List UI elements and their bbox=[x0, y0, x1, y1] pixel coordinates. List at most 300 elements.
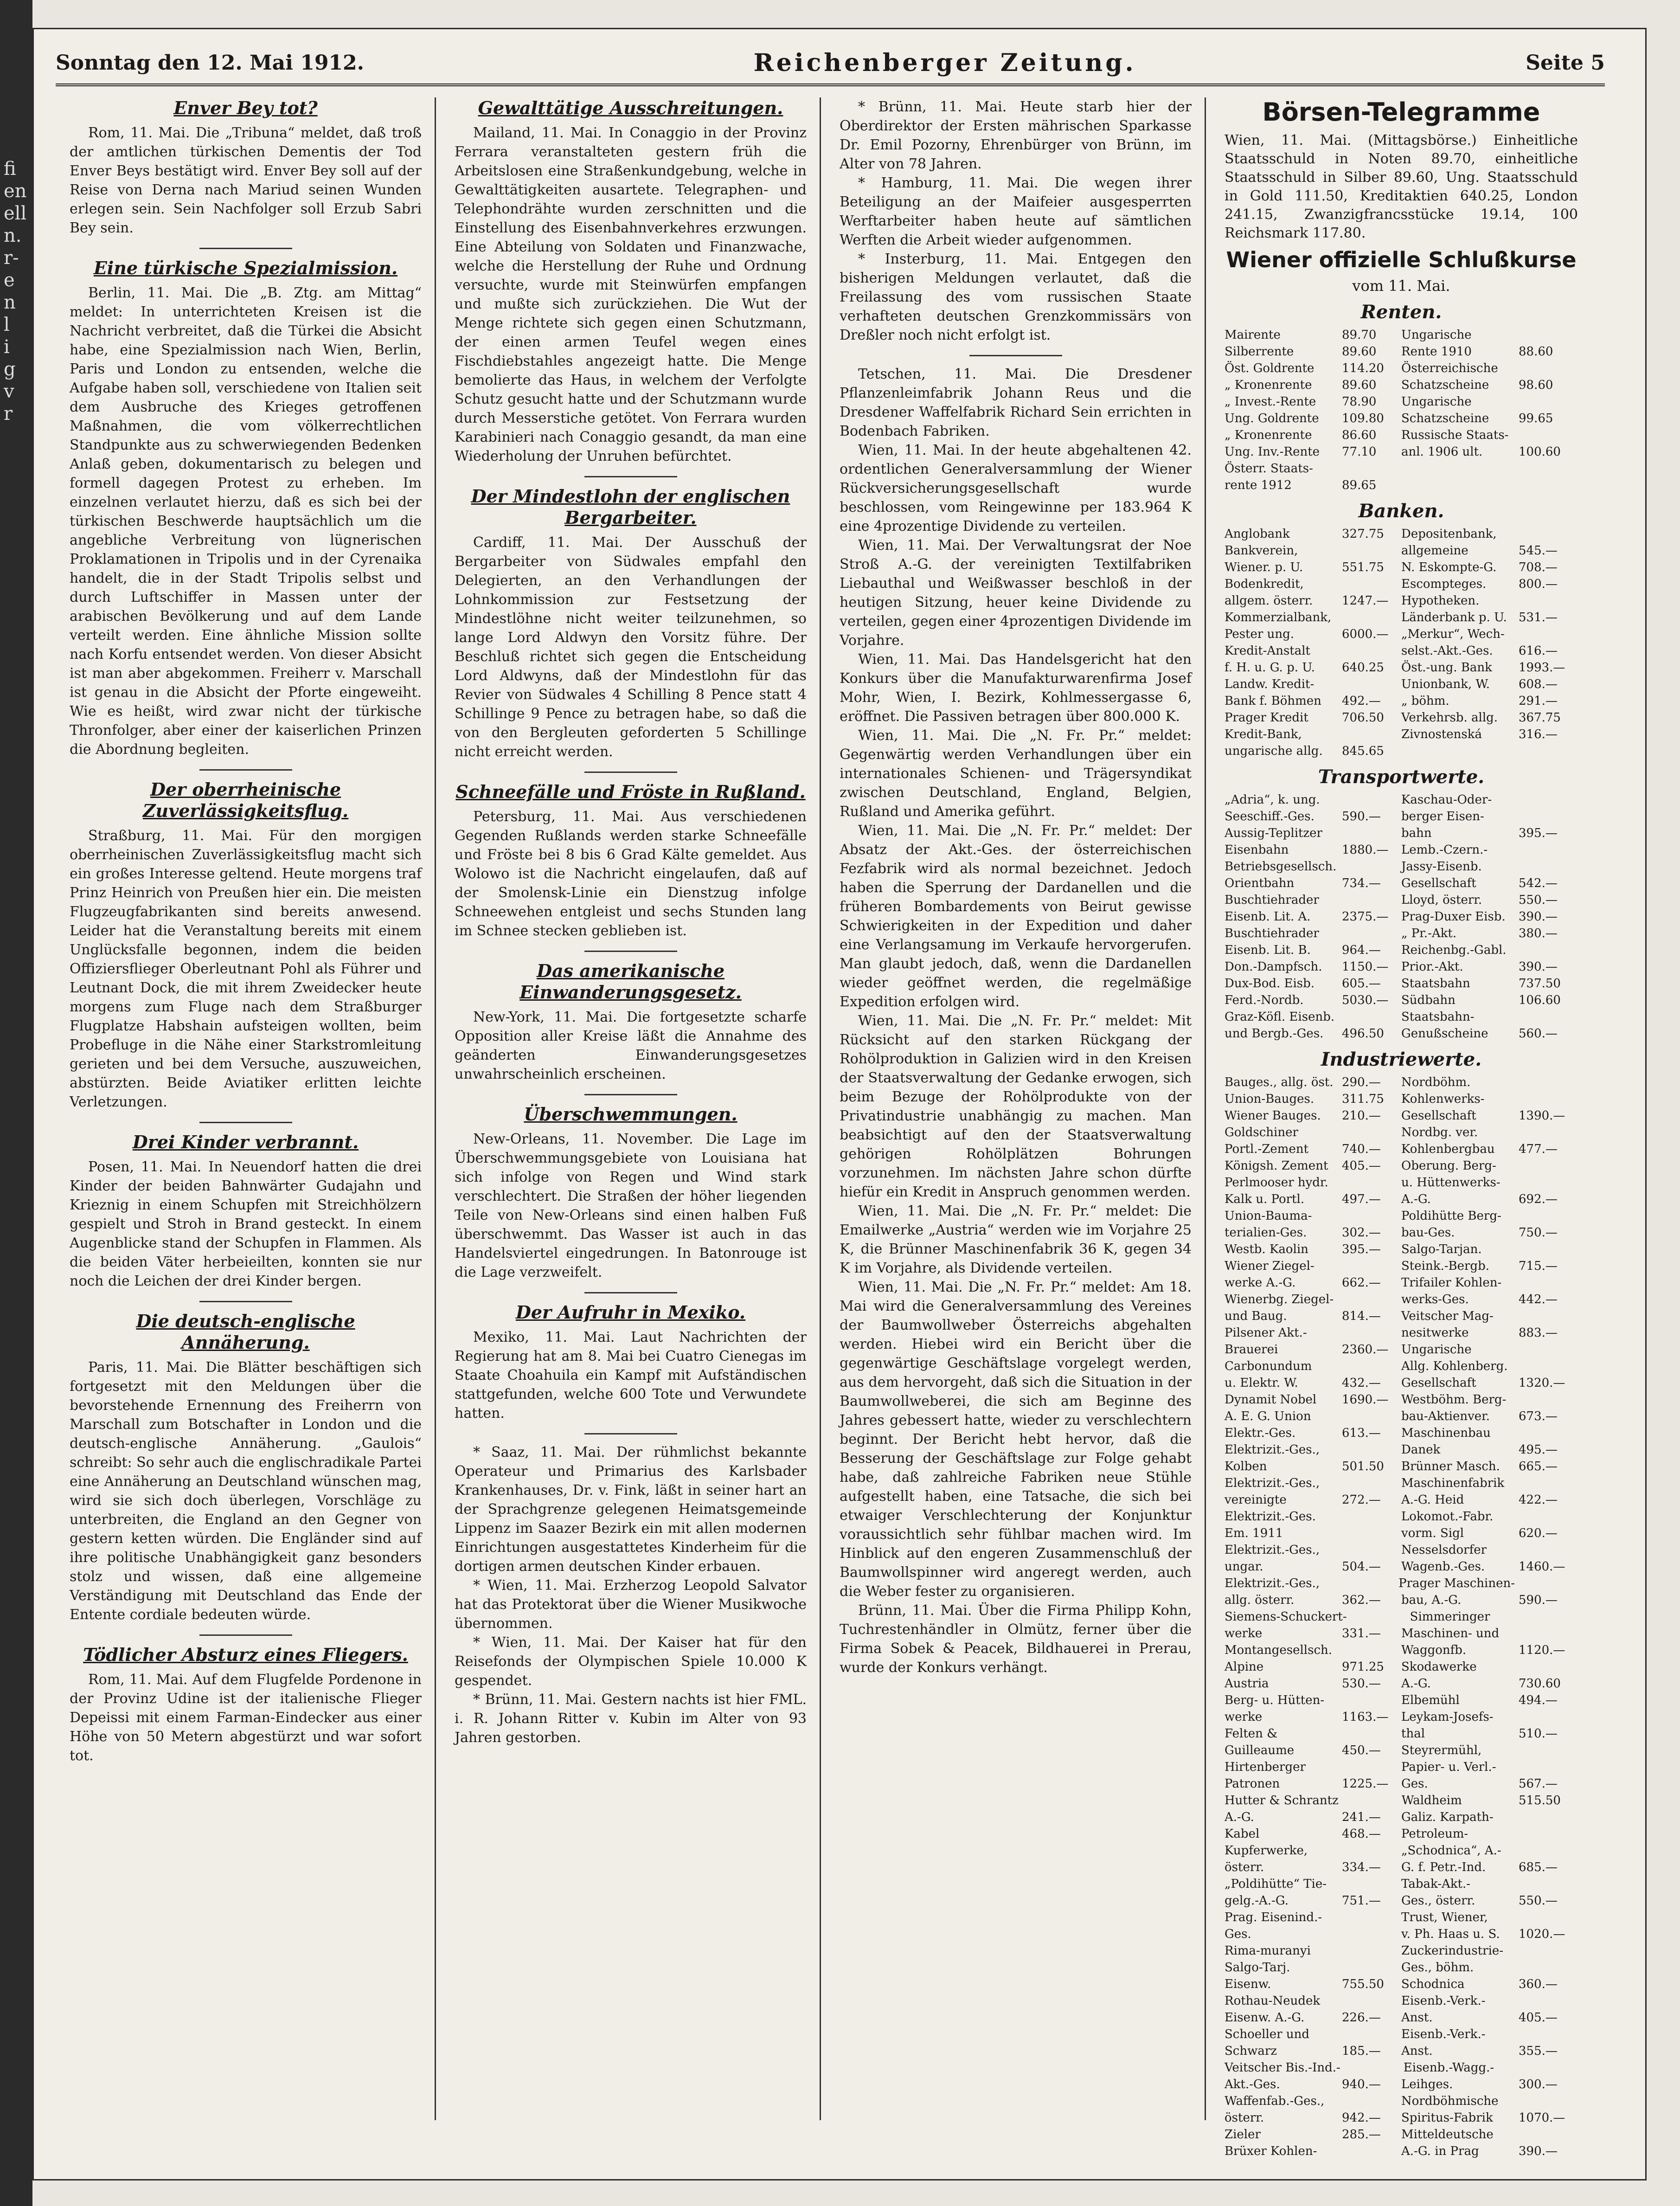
article-title: Überschwemmungen. bbox=[524, 1104, 737, 1125]
quote-name: Simmeringer bbox=[1410, 1610, 1490, 1624]
quote-name: Dux-Bod. Eisb. bbox=[1225, 977, 1315, 990]
quote-value bbox=[1519, 743, 1578, 759]
quote-value bbox=[1342, 1692, 1401, 1709]
quote-value: 88.60 bbox=[1519, 345, 1553, 359]
quote-name: Bauges., allg. öst. bbox=[1225, 1075, 1334, 1089]
quote-name: Poldihütte Berg- bbox=[1401, 1209, 1501, 1223]
quote-name: Aussig-Teplitzer bbox=[1225, 826, 1322, 840]
quote-name: „ Invest.-Rente bbox=[1225, 395, 1316, 409]
quote-name: Kupferwerke, bbox=[1225, 1844, 1308, 1858]
quote-row bbox=[1225, 1492, 1578, 1508]
quote-name: Elektrizit.-Ges., bbox=[1225, 1543, 1320, 1557]
quote-value: 185.— bbox=[1342, 2044, 1381, 2058]
quote-name: ungarische allg. bbox=[1225, 744, 1323, 758]
quote-name: Kabel bbox=[1225, 1827, 1260, 1841]
quote-row bbox=[1225, 1091, 1578, 1107]
quote-value: 492.— bbox=[1342, 694, 1381, 708]
quote-name: Kredit-Anstalt bbox=[1225, 644, 1311, 658]
quote-value: 106.60 bbox=[1519, 993, 1561, 1007]
article-paragraph: Wien, 11. Mai. Die „N. Fr. Pr.“ meldet: Die Emailwerke „Austria“ werden wie im Vorjahre 25 K, die Brünner Maschinenfabrik 36 K, gegen 34 K im Vorjahre, als Dividende verteilen. bbox=[840, 1203, 1192, 1276]
quote-name: Waffenfab.-Ges., bbox=[1225, 2094, 1325, 2108]
quote-value bbox=[1342, 1876, 1401, 1892]
quote-row bbox=[1225, 1692, 1578, 1709]
quote-value bbox=[1519, 1091, 1578, 1107]
quote-name: Kaschau-Oder- bbox=[1401, 793, 1492, 807]
quote-value bbox=[1519, 1391, 1578, 1408]
quote-name: A.-G. in Prag bbox=[1401, 2144, 1479, 2158]
quote-value bbox=[1519, 1959, 1578, 1976]
quote-value bbox=[1519, 1759, 1578, 1775]
quote-value: 6000.— bbox=[1342, 627, 1389, 641]
quote-name: Gesellschaft bbox=[1401, 1109, 1476, 1123]
quote-value: 114.20 bbox=[1342, 361, 1384, 375]
quote-value: 530.— bbox=[1342, 1677, 1381, 1691]
quote-row bbox=[1225, 1575, 1578, 1592]
quote-name: Ges., österr. bbox=[1401, 1894, 1475, 1908]
quote-name: Eisenb. Lit. B. bbox=[1225, 943, 1311, 957]
quote-name: Kolben bbox=[1225, 1460, 1267, 1473]
quote-row bbox=[1225, 1107, 1578, 1124]
quote-row bbox=[1225, 958, 1578, 975]
quote-value bbox=[1342, 2026, 1401, 2043]
quote-row bbox=[1225, 1876, 1578, 1892]
quote-value bbox=[1519, 1124, 1578, 1141]
quote-name: Zieler bbox=[1225, 2128, 1261, 2142]
article bbox=[840, 365, 1192, 1677]
quote-row bbox=[1225, 1642, 1578, 1659]
article bbox=[70, 257, 422, 759]
quote-value: 311.75 bbox=[1342, 1092, 1384, 1106]
quote-value bbox=[1519, 1425, 1578, 1441]
quote-value bbox=[1342, 858, 1401, 875]
quote-name: ungar. bbox=[1225, 1560, 1263, 1574]
quote-row bbox=[1225, 1976, 1578, 1993]
quote-value: 78.90 bbox=[1342, 395, 1377, 409]
article bbox=[70, 1644, 422, 1765]
market-title: Börsen-Telegramme bbox=[1262, 97, 1540, 127]
quote-name: Eisenbahn bbox=[1225, 843, 1289, 857]
quote-value: 2360.— bbox=[1342, 1343, 1389, 1357]
quote-name: Papier- u. Verl.- bbox=[1401, 1760, 1496, 1774]
quote-row bbox=[1225, 1842, 1578, 1859]
article-paragraph: Wien, 11. Mai. In der heute abgehaltenen 42. ordentlichen Generalversammlung der Wiener Rückversicherungsgesellschaft wurde beschlossen, vom Reingewinne per 183.964 K eine 4prozentige Dividende zu verteilen. bbox=[840, 442, 1192, 534]
quote-value: 504.— bbox=[1342, 1560, 1381, 1574]
quote-value bbox=[1519, 2026, 1578, 2043]
article-title: Enver Bey tot? bbox=[173, 97, 318, 118]
quote-name: Ung. Goldrente bbox=[1225, 412, 1319, 425]
quote-value bbox=[1342, 1959, 1401, 1976]
quote-name: Schwarz bbox=[1225, 2044, 1277, 2058]
quote-name: Nordböhmische bbox=[1401, 2094, 1499, 2108]
quote-name bbox=[1401, 460, 1519, 477]
quote-name: Wagenb.-Ges. bbox=[1401, 1560, 1485, 1574]
header-date: Sonntag den 12. Mai 1912. bbox=[56, 51, 364, 75]
quote-row bbox=[1225, 709, 1578, 726]
quote-name: werke bbox=[1225, 1710, 1263, 1724]
article-divider bbox=[199, 1634, 292, 1636]
quote-value bbox=[1342, 1291, 1401, 1308]
quote-value: 497.— bbox=[1342, 1192, 1381, 1206]
quote-row bbox=[1225, 1792, 1578, 1809]
quote-name: Staatsbahn bbox=[1401, 977, 1470, 990]
article-paragraph: Wien, 11. Mai. Die „N. Fr. Pr.“ meldet: Am 18. Mai wird die Generalversammlung des Vereines der Baumwollweber Österreichs abgehalten werden. Hiebei wird ein Bericht über die gegenwärtige Geschäftslage vorgelegt werden, aus dem hervorgeht, daß sich die Situation in der Baumwollweberei, die sich am Beginne des Jahres gebessert hatte, wieder zu verschlechtern beginnt. Der Bericht hebt hervor, daß die Besserung der Geschäftslage zur Folge gehabt habe, daß zahlreiche Fabriken neue Stühle aufgestellt haben, eine Tatsache, die sich bei etwaiger Verschlechterung der Konjunktur voraussichtlich sehr fühlbar machen wird. Im Hinblick auf den engeren Zusammenschluß der Baumwollspinner wird angeregt werden, auch die Weber fester zu organisieren. bbox=[840, 1279, 1192, 1600]
quote-name: Orientbahn bbox=[1225, 876, 1295, 890]
article bbox=[840, 97, 1192, 345]
quote-value: 751.— bbox=[1342, 1894, 1381, 1908]
quote-value bbox=[1519, 1475, 1578, 1492]
quote-value: 290.— bbox=[1342, 1075, 1381, 1089]
quote-row bbox=[1225, 1241, 1578, 1258]
columns bbox=[70, 97, 1600, 2158]
quote-row bbox=[1225, 825, 1578, 842]
quote-name: allgemeine bbox=[1401, 544, 1468, 558]
quote-name: Leykam-Josefs- bbox=[1401, 1710, 1494, 1724]
margin-fragment: i bbox=[4, 336, 10, 358]
quote-value: 740.— bbox=[1342, 1142, 1381, 1156]
quote-name: Südbahn bbox=[1401, 993, 1456, 1007]
quote-value: 662.— bbox=[1342, 1276, 1381, 1290]
article bbox=[70, 779, 422, 1112]
quote-name: A.-G. bbox=[1401, 1192, 1431, 1206]
quote-value: 1390.— bbox=[1519, 1109, 1565, 1123]
quote-row bbox=[1225, 1341, 1578, 1358]
quote-value: 1120.— bbox=[1519, 1643, 1565, 1657]
quote-value bbox=[1342, 460, 1401, 477]
quote-value: 468.— bbox=[1342, 1827, 1381, 1841]
quote-value: 327.75 bbox=[1342, 527, 1384, 541]
quote-name: Österr. Staats- bbox=[1225, 462, 1313, 476]
quote-name: Eisenb.-Verk.- bbox=[1401, 1994, 1486, 2008]
quote-value bbox=[1519, 427, 1578, 444]
quote-name: Öst.-ung. Bank bbox=[1401, 661, 1492, 675]
quote-value bbox=[1519, 1608, 1578, 1625]
quote-row bbox=[1225, 808, 1578, 825]
quote-value: 367.75 bbox=[1519, 711, 1561, 725]
article-divider bbox=[584, 951, 677, 952]
quote-name: Zivnostenská bbox=[1401, 727, 1482, 741]
market-section-title: Transportwerte. bbox=[1318, 766, 1485, 788]
quote-name: anl. 1906 ult. bbox=[1401, 445, 1483, 459]
quote-value: 380.— bbox=[1519, 926, 1558, 940]
quote-value: 362.— bbox=[1342, 1593, 1381, 1607]
quote-row bbox=[1225, 693, 1578, 709]
quote-name: Staatsbahn- bbox=[1401, 1010, 1475, 1024]
quote-value: 432.— bbox=[1342, 1376, 1381, 1390]
quote-row bbox=[1225, 1391, 1578, 1408]
quote-name: Buschtiehrader bbox=[1225, 893, 1319, 907]
quote-value bbox=[1342, 1258, 1401, 1274]
quote-value: 89.65 bbox=[1342, 478, 1377, 492]
quote-name: Elektrizit.-Ges., bbox=[1225, 1476, 1320, 1490]
quote-name: Trifailer Kohlen- bbox=[1401, 1276, 1502, 1290]
quote-name: Brüxer Kohlen- bbox=[1225, 2144, 1317, 2158]
quote-row bbox=[1225, 726, 1578, 743]
quote-value bbox=[1519, 393, 1578, 410]
quote-value bbox=[1342, 1441, 1401, 1458]
quote-name: bahn bbox=[1401, 826, 1432, 840]
quote-value: 395.— bbox=[1519, 826, 1558, 840]
quote-name: nesitwerke bbox=[1401, 1326, 1469, 1340]
quote-value: 285.— bbox=[1342, 2128, 1381, 2142]
quote-value: 89.60 bbox=[1342, 378, 1377, 392]
quote-name: Anst. bbox=[1401, 2011, 1433, 2025]
quote-row bbox=[1225, 791, 1578, 808]
quote-value bbox=[1344, 2059, 1404, 2076]
quote-name: Schoeller und bbox=[1225, 2027, 1310, 2041]
article-paragraph: Rom, 11. Mai. Auf dem Flugfelde Pordenone in der Provinz Udine ist der italienische Flieger Depeissi mit einem Farman-Eindecker aus einer Höhe von 50 Metern abgestürzt und war sofort tot. bbox=[70, 1672, 422, 1764]
quote-name: „ böhm. bbox=[1401, 694, 1449, 708]
quote-value: 706.50 bbox=[1342, 711, 1384, 725]
quote-name: Seeschiff.-Ges. bbox=[1225, 810, 1315, 823]
quote-value: 331.— bbox=[1342, 1627, 1381, 1640]
quote-value bbox=[1342, 1124, 1401, 1141]
quote-name: Salgo-Tarjan. bbox=[1401, 1242, 1482, 1256]
quote-value bbox=[1519, 327, 1578, 343]
quote-name: „ Pr.-Akt. bbox=[1401, 926, 1457, 940]
quote-name: Bankverein, bbox=[1225, 544, 1298, 558]
quote-value: 1247.— bbox=[1342, 594, 1389, 608]
article-divider bbox=[584, 772, 677, 773]
margin-fragment: en bbox=[4, 180, 27, 202]
quote-value bbox=[1519, 1308, 1578, 1325]
article-paragraph: Wien, 11. Mai. Die „N. Fr. Pr.“ meldet: Gegenwärtig werden Verhandlungen über ein internationales Schienen- und Trägersyndikat zwischen Deutschland, England, Belgien, Rußland und Amerika geführt. bbox=[840, 727, 1192, 820]
column-3 bbox=[840, 97, 1206, 2120]
quote-row bbox=[1225, 377, 1578, 393]
quote-value: 334.— bbox=[1342, 1860, 1381, 1874]
quote-name: Pilsener Akt.- bbox=[1225, 1326, 1307, 1340]
margin-fragment: n bbox=[4, 292, 16, 313]
article-title: Tödlicher Absturz eines Fliegers. bbox=[83, 1644, 408, 1665]
article-paragraph: * Brünn, 11. Mai. Gestern nachts ist hier FML. i. R. Johann Ritter v. Kubin im Alter von 93 Jahren gestorben. bbox=[455, 1691, 807, 1746]
quote-name: Nordböhm. bbox=[1401, 1075, 1471, 1089]
quote-name: bau-Aktienver. bbox=[1401, 1409, 1490, 1423]
margin-fragment: e bbox=[4, 270, 15, 291]
quote-value: 1320.— bbox=[1519, 1376, 1565, 1390]
quote-name: Steink.-Bergb. bbox=[1401, 1259, 1489, 1273]
quote-row bbox=[1225, 1826, 1578, 1842]
quote-value: 590.— bbox=[1342, 810, 1381, 823]
quote-name bbox=[1401, 477, 1519, 494]
quote-value: 608.— bbox=[1519, 677, 1558, 691]
quote-row bbox=[1225, 1141, 1578, 1158]
quote-value bbox=[1519, 1842, 1578, 1859]
quote-value bbox=[1519, 858, 1578, 875]
quote-value: 226.— bbox=[1342, 2011, 1381, 2025]
quote-value bbox=[1342, 1358, 1401, 1375]
quote-value: 390.— bbox=[1519, 2144, 1558, 2158]
quote-value: 567.— bbox=[1519, 1777, 1558, 1791]
margin-fragment: fi bbox=[4, 158, 16, 180]
quote-value bbox=[1342, 892, 1401, 908]
article-title: Der oberrheinische Zuverlässigkeitsflug. bbox=[142, 779, 349, 821]
column-1 bbox=[70, 97, 436, 2120]
article-paragraph: Tetschen, 11. Mai. Die Dresdener Pflanzenleimfabrik Johann Reus und die Dresdener Waffelfabrik Richard Sein errichten in Bodenbach Fabriken. bbox=[840, 366, 1192, 439]
quote-row bbox=[1225, 2026, 1578, 2043]
quote-name: Salgo-Tarj. bbox=[1225, 1961, 1290, 1974]
quote-row bbox=[1225, 410, 1578, 427]
quote-value: 616.— bbox=[1519, 644, 1558, 658]
quote-row bbox=[1225, 1809, 1578, 1826]
quote-name: thal bbox=[1401, 1727, 1425, 1741]
quote-row bbox=[1225, 676, 1578, 693]
quote-name: Lokomot.-Fabr. bbox=[1401, 1510, 1494, 1524]
article-divider bbox=[969, 355, 1062, 356]
quote-row bbox=[1225, 1592, 1578, 1608]
quote-value: 494.— bbox=[1519, 1693, 1558, 1707]
quote-value bbox=[1519, 526, 1578, 542]
quote-value bbox=[1519, 1809, 1578, 1826]
quote-value bbox=[1339, 1575, 1398, 1592]
article bbox=[455, 1443, 807, 1747]
article-title: Gewalttätige Ausschreitungen. bbox=[478, 97, 783, 118]
margin-fragment: v bbox=[4, 381, 14, 402]
quote-name: werks-Ges. bbox=[1401, 1293, 1469, 1306]
quote-name: Maschinen- und bbox=[1401, 1627, 1500, 1640]
quote-value bbox=[1519, 1009, 1578, 1025]
quote-row bbox=[1225, 1375, 1578, 1391]
quote-value: 300.— bbox=[1519, 2077, 1558, 2091]
quote-name: Buschtiehrader bbox=[1225, 926, 1319, 940]
article-paragraph: * Hamburg, 11. Mai. Die wegen ihrer Beteiligung an der Maifeier ausgesperrten Werftarbeiter haben heute auf sämtlichen Werften die Arbeit wieder aufgenommen. bbox=[840, 175, 1192, 248]
article-title: Das amerikanische Einwanderungsgesetz. bbox=[519, 960, 742, 1003]
quote-value: 272.— bbox=[1342, 1493, 1381, 1507]
article-divider bbox=[199, 1301, 292, 1302]
quote-value: 590.— bbox=[1519, 1593, 1558, 1607]
quote-row bbox=[1225, 1308, 1578, 1325]
quote-name: bau-Ges. bbox=[1401, 1226, 1455, 1240]
quote-value: 442.— bbox=[1519, 1293, 1558, 1306]
quote-name: „Poldihütte“ Tie- bbox=[1225, 1877, 1327, 1891]
article-paragraph: New-Orleans, 11. November. Die Lage im Überschwemmungsgebiete von Louisiana hat sich infolge von Regen und Wind stark verschlechtert. Die Straßen der höher liegenden Teile von New-Orleans sind einen halben Fuß überschwemmt. Das Wasser ist auch in das Handelsviertel eingedrungen. In Batonrouge ist die Lage verzweifelt. bbox=[455, 1131, 807, 1280]
quote-row bbox=[1225, 925, 1578, 942]
quote-name: Wiener Ziegel- bbox=[1225, 1259, 1315, 1273]
quote-name: Ges. bbox=[1401, 1777, 1428, 1791]
newspaper-title: Reichenberger Zeitung. bbox=[753, 48, 1136, 77]
market-section-title: Industriewerte. bbox=[1321, 1048, 1482, 1070]
quote-value: 673.— bbox=[1519, 1409, 1558, 1423]
quote-name: Spiritus-Fabrik bbox=[1401, 2111, 1493, 2125]
quote-value bbox=[1519, 1659, 1578, 1675]
article-paragraph: Mexiko, 11. Mai. Laut Nachrichten der Regierung hat am 8. Mai bei Cuatro Cienegas im Staate Choahuila ein Kampf mit Aufständischen stattgefunden, welche 600 Tote und Verwundete hatten. bbox=[455, 1329, 807, 1421]
quote-name: Ges., böhm. bbox=[1401, 1961, 1474, 1974]
quote-name: Pester ung. bbox=[1225, 627, 1294, 641]
quote-name: u. Hüttenwerks- bbox=[1401, 1176, 1500, 1190]
quote-value: 755.50 bbox=[1342, 1977, 1384, 1991]
quote-name: Anglobank bbox=[1225, 527, 1290, 541]
quote-value: 551.75 bbox=[1342, 560, 1384, 574]
quote-value: 640.25 bbox=[1342, 661, 1384, 675]
quote-name: Allg. Kohlenberg. bbox=[1401, 1359, 1508, 1373]
margin-fragments bbox=[4, 158, 27, 425]
quote-name: Trust, Wiener, bbox=[1401, 1910, 1488, 1924]
article-paragraph: Brünn, 11. Mai. Über die Firma Philipp Kohn, Tuchrestenhändler in Olmütz, ferner über die Firma Sobek & Peacek, Bildhauerei in Prerau, wurde der Konkurs verhängt. bbox=[840, 1602, 1192, 1676]
quote-name: Felten & bbox=[1225, 1727, 1278, 1741]
quote-name: Perlmooser hydr. bbox=[1225, 1176, 1328, 1190]
quote-value bbox=[1519, 842, 1578, 858]
quote-value bbox=[1342, 676, 1401, 693]
quote-value bbox=[1342, 1508, 1401, 1525]
quote-value bbox=[1342, 1842, 1401, 1859]
quote-value bbox=[1519, 477, 1578, 494]
quote-value: 800.— bbox=[1519, 577, 1558, 591]
article-paragraph: Petersburg, 11. Mai. Aus verschiedenen Gegenden Rußlands werden starke Schneefälle und Fröste bei 8 bis 6 Grad Kälte gemeldet. Aus Wolowo ist die Nachricht eingelaufen, daß auf der Smolensk-Linie ein Dienstzug infolge Schneewehen entgleist und sechs Stunden lang im Schnee stecken geblieben ist. bbox=[455, 809, 807, 939]
quote-value: 1993.— bbox=[1519, 661, 1565, 675]
quote-name: Ges. bbox=[1225, 1927, 1251, 1941]
quote-name: Hutter & Schrantz bbox=[1225, 1794, 1339, 1807]
quote-name: Öst. Goldrente bbox=[1225, 361, 1315, 375]
quote-name: A.-G. bbox=[1225, 1810, 1254, 1824]
quote-value bbox=[1342, 1725, 1401, 1742]
quote-value bbox=[1342, 1174, 1401, 1191]
quote-row bbox=[1225, 1608, 1578, 1625]
quote-name: Prior.-Akt. bbox=[1401, 960, 1463, 974]
quote-name: Carbonundum bbox=[1225, 1359, 1312, 1373]
quote-row bbox=[1225, 2009, 1578, 2026]
quote-name: Hirtenberger bbox=[1225, 1760, 1306, 1774]
quote-name: N. Eskompte-G. bbox=[1401, 560, 1497, 574]
quote-value: 730.60 bbox=[1519, 1677, 1561, 1691]
quote-row bbox=[1225, 427, 1578, 444]
quote-value bbox=[1342, 542, 1401, 559]
quote-name: Genußscheine bbox=[1401, 1027, 1488, 1041]
quote-value: 390.— bbox=[1519, 960, 1558, 974]
article-paragraph: * Insterburg, 11. Mai. Entgegen den bisherigen Meldungen verlautet, daß die Freilassung des vom russischen Staate verhafteten deutschen Grenzkommissärs von Dreßler noch nicht erfolgt ist. bbox=[840, 251, 1192, 343]
quote-value: 210.— bbox=[1342, 1109, 1381, 1123]
quote-value bbox=[1342, 2093, 1401, 2110]
quote-name: Depositenbank, bbox=[1401, 527, 1497, 541]
margin-fragment: n. bbox=[4, 225, 22, 246]
quote-value bbox=[1519, 592, 1578, 609]
quote-value: 360.— bbox=[1519, 1977, 1558, 1991]
page-header bbox=[56, 42, 1605, 86]
quote-name: Em. 1911 bbox=[1225, 1526, 1283, 1540]
quote-name: A.-G. bbox=[1401, 1677, 1431, 1691]
quote-name: österr. bbox=[1225, 2111, 1264, 2125]
quote-value bbox=[1342, 1208, 1401, 1224]
quote-value bbox=[1519, 1625, 1578, 1642]
quote-row bbox=[1225, 393, 1578, 410]
margin-fragment: g bbox=[4, 359, 16, 380]
quote-row bbox=[1225, 992, 1578, 1009]
quote-value bbox=[1519, 1876, 1578, 1892]
article bbox=[70, 97, 422, 238]
article-paragraph: Posen, 11. Mai. In Neuendorf hatten die drei Kinder der beiden Bahnwärter Gudajahn und Krieznig in einem Schupfen mit Streichhölzern gespielt und Stroh in Brand gesteckt. In einem Augenblicke stand der Schupfen in Flammen. Als die beiden Väter herbeieilten, konnten sie nur noch die Leichen der drei Kinder bergen. bbox=[70, 1159, 422, 1289]
quote-name: vorm. Sigl bbox=[1401, 1526, 1464, 1540]
quote-value: 1020.— bbox=[1519, 1927, 1565, 1941]
market-section-title: Renten. bbox=[1360, 301, 1442, 323]
market-date: vom 11. Mai. bbox=[1352, 277, 1450, 295]
quote-value: 390.— bbox=[1519, 910, 1558, 924]
quote-value bbox=[1519, 1742, 1578, 1759]
article-divider bbox=[199, 769, 292, 771]
quote-name: Betriebsgesellsch. bbox=[1225, 860, 1337, 874]
quote-value bbox=[1342, 925, 1401, 942]
quote-value: 531.— bbox=[1519, 611, 1558, 624]
quote-name: Montangesellsch. bbox=[1225, 1643, 1333, 1657]
quote-row bbox=[1225, 1625, 1578, 1642]
quote-name: Steyrermühl, bbox=[1401, 1743, 1482, 1757]
quote-name: Schodnica bbox=[1401, 1977, 1465, 1991]
quote-value: 496.50 bbox=[1342, 1027, 1384, 1041]
quote-row bbox=[1225, 1558, 1578, 1575]
quote-value bbox=[1342, 609, 1401, 626]
margin-fragment: r- bbox=[4, 247, 19, 269]
quote-name: Bodenkredit, bbox=[1225, 577, 1304, 591]
quote-value bbox=[1342, 1759, 1401, 1775]
article-paragraph: Wien, 11. Mai. Das Handelsgericht hat den Konkurs über die Manufakturwarenfirma Josef Mohr, Wien, I. Bezirk, Kohlmessergasse 6, eröffnet. Die Passiven betragen über 800.000 K. bbox=[840, 651, 1192, 725]
quote-value bbox=[1342, 1009, 1401, 1025]
quote-value bbox=[1519, 1909, 1578, 1926]
